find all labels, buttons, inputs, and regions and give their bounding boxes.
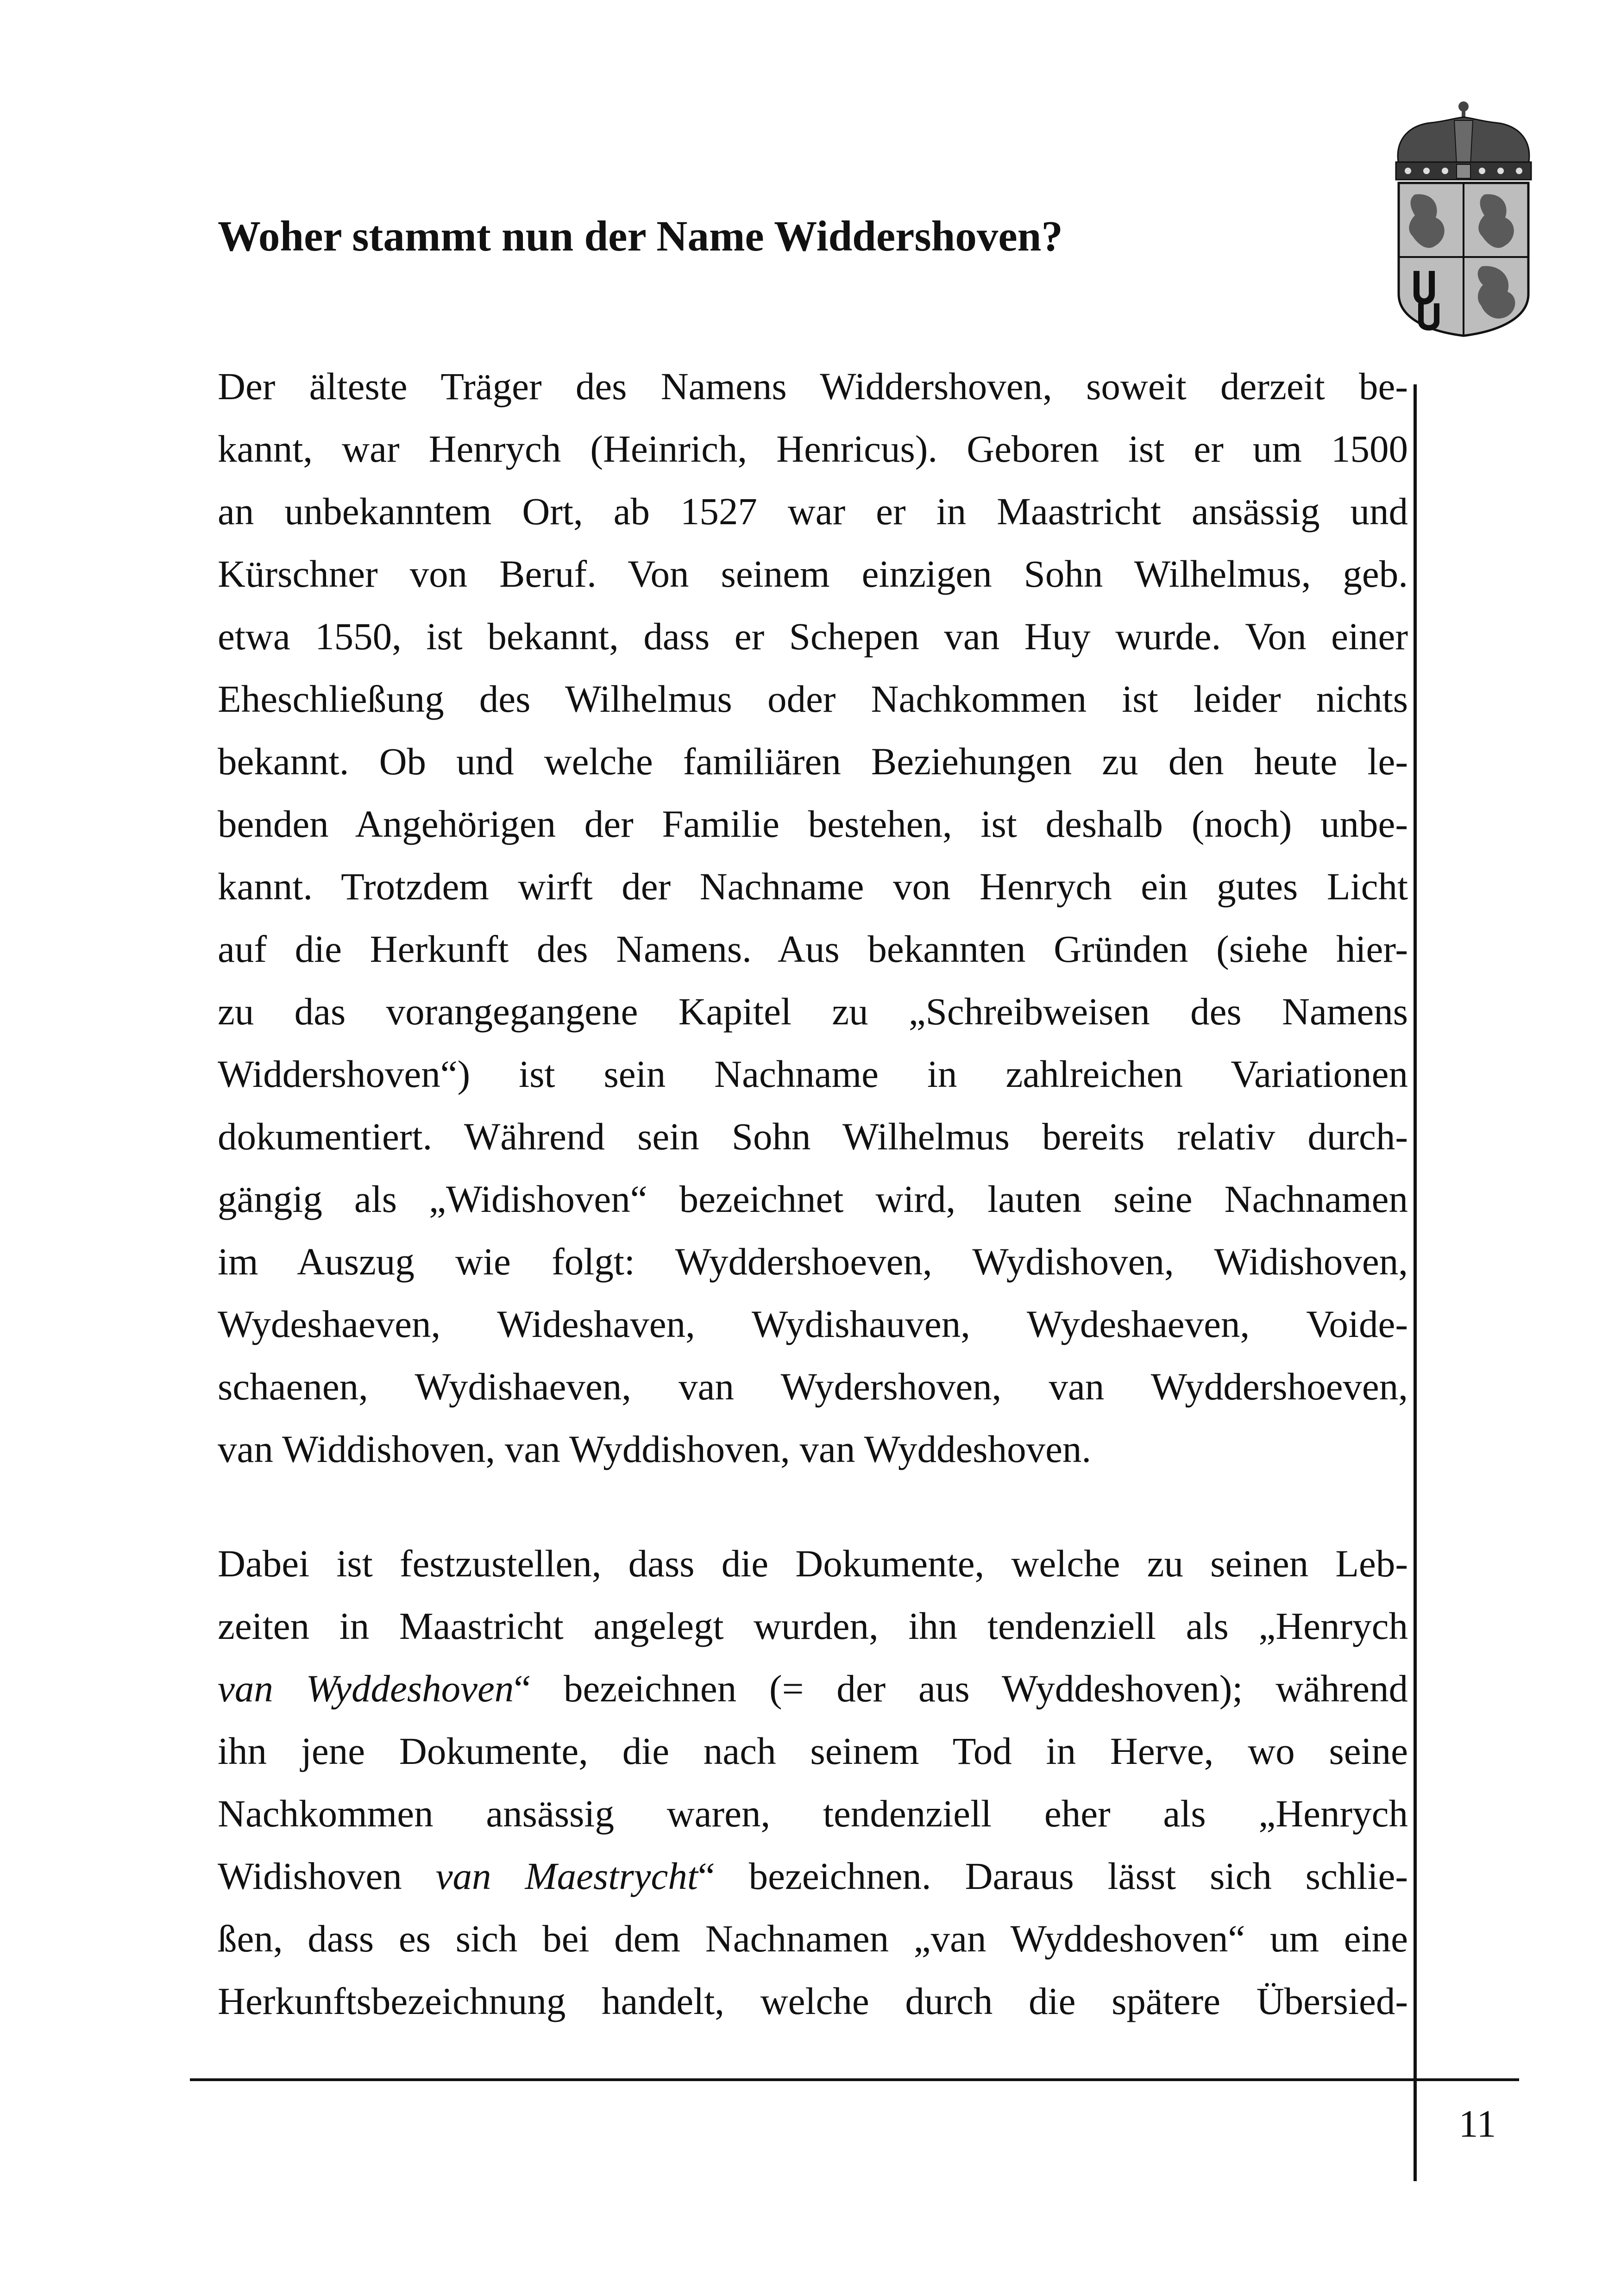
text-fragment: Widishoven — [218, 1855, 436, 1897]
text-line: zu das vorangegangene Kapitel zu „Schreibweisen des Namens — [218, 990, 1408, 1033]
text-line: zeiten in Maastricht angelegt wurden, ihn tendenziell als „Henrych — [218, 1605, 1408, 1647]
coat-of-arms-icon — [1389, 100, 1538, 340]
text-line: schaenen, Wydishaeven, van Wydershoven, van Wyddershoeven, — [218, 1365, 1408, 1408]
paragraph-2 — [218, 1532, 1408, 2033]
text-line: Kürschner von Beruf. Von seinem einzigen Sohn Wilhelmus, geb. — [218, 552, 1408, 595]
text-line: an unbekanntem Ort, ab 1527 war er in Maastricht ansässig und — [218, 490, 1408, 533]
text-line: auf die Herkunft des Namens. Aus bekannten Gründen (siehe hier- — [218, 928, 1408, 970]
text-fragment: “ bezeichnen (= der aus Wyddeshoven); während — [514, 1667, 1408, 1710]
vertical-rule — [1414, 384, 1417, 2181]
text-line: bekannt. Ob und welche familiären Beziehungen zu den heute le- — [218, 740, 1408, 783]
text-line: Wydeshaeven, Wideshaven, Wydishauven, Wydeshaeven, Voide- — [218, 1303, 1408, 1345]
paragraph-1 — [218, 355, 1408, 1480]
text-line: Eheschließung des Wilhelmus oder Nachkommen ist leider nichts — [218, 678, 1408, 720]
text-line: Nachkommen ansässig waren, tendenziell eher als „Henrych — [218, 1792, 1408, 1835]
text-line: Widdershoven“) ist sein Nachname in zahlreichen Variationen — [218, 1053, 1408, 1095]
text-line: Dabei ist festzustellen, dass die Dokumente, welche zu seinen Leb- — [218, 1542, 1408, 1585]
text-line: ihn jene Dokumente, die nach seinem Tod in Herve, wo seine — [218, 1730, 1408, 1772]
page-number: 11 — [1458, 2102, 1496, 2145]
text-line: kannt, war Henrych (Heinrich, Henricus). Geboren ist er um 1500 — [218, 427, 1408, 470]
text-line: van Widdishoven, van Wyddishoven, van Wyddeshoven. — [218, 1428, 1092, 1470]
horizontal-rule — [190, 2078, 1519, 2081]
text-line: Der älteste Träger des Namens Widdershoven, soweit derzeit be- — [218, 365, 1408, 408]
text-line: im Auszug wie folgt: Wyddershoeven, Wydishoven, Widishoven, — [218, 1240, 1408, 1283]
text-fragment: “ bezeichnen. Daraus lässt sich schlie- — [697, 1855, 1408, 1897]
text-line — [218, 1657, 1408, 1720]
text-line: ßen, dass es sich bei dem Nachnamen „van Wyddeshoven“ um eine — [218, 1917, 1408, 1960]
text-line: kannt. Trotzdem wirft der Nachname von Henrych ein gutes Licht — [218, 865, 1408, 908]
text-line: Herkunftsbezeichnung handelt, welche durch die spätere Übersied- — [218, 1980, 1408, 2022]
text-line: dokumentiert. Während sein Sohn Wilhelmus bereits relativ durch- — [218, 1115, 1408, 1158]
crown-icon — [1396, 101, 1531, 180]
page-title: Woher stammt nun der Name Widdershoven? — [218, 213, 1063, 260]
text-line: etwa 1550, ist bekannt, dass er Schepen van Huy wurde. Von einer — [218, 615, 1408, 658]
emphasized-text: van Wyddeshoven — [218, 1667, 514, 1710]
text-line: benden Angehörigen der Familie bestehen, ist deshalb (noch) unbe- — [218, 803, 1408, 845]
shield-icon — [1399, 183, 1528, 336]
text-line — [218, 1845, 1408, 1907]
emphasized-text: van Maestrycht — [435, 1855, 698, 1897]
text-line: gängig als „Widishoven“ bezeichnet wird, lauten seine Nachnamen — [218, 1178, 1408, 1220]
